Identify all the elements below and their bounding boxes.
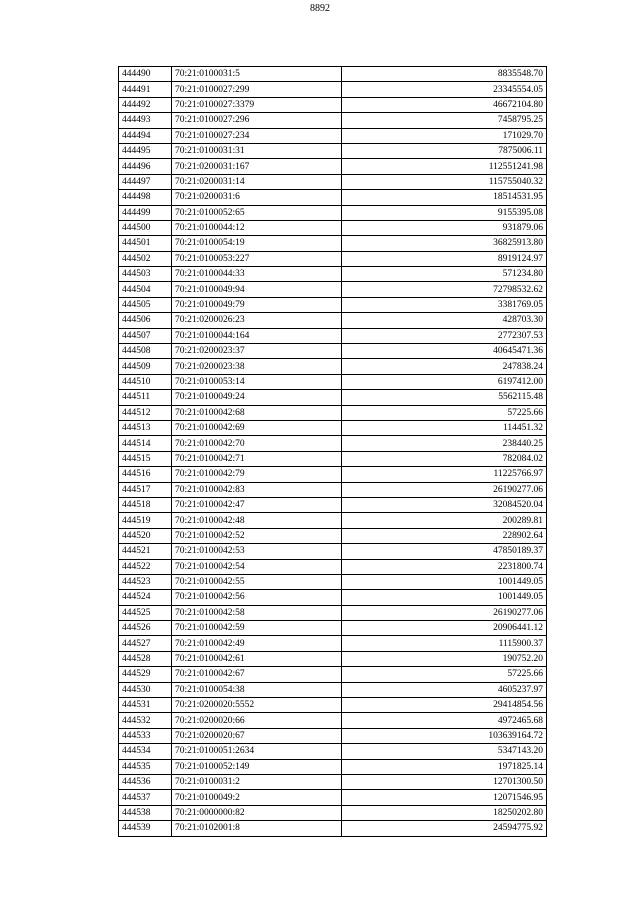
- cadastral-number-cell: 70:21:0100042:79: [172, 467, 342, 482]
- cadastral-value-cell: 57225.66: [342, 405, 547, 420]
- cadastral-value-cell: 171029.70: [342, 128, 547, 143]
- table-row: [119, 513, 547, 528]
- cadastral-number-cell: 70:21:0200031:167: [172, 159, 342, 174]
- table-row: [119, 143, 547, 158]
- cadastral-value-cell: 228902.64: [342, 528, 547, 543]
- cadastral-value-cell: 103639164.72: [342, 728, 547, 743]
- cadastral-value-cell: 23345554.05: [342, 82, 547, 97]
- cadastral-value-cell: 115755040.32: [342, 174, 547, 189]
- cadastral-number-cell: 70:21:0100031:2: [172, 774, 342, 789]
- row-number-cell: 444492: [119, 97, 172, 112]
- table-row: [119, 174, 547, 189]
- row-number-cell: 444512: [119, 405, 172, 420]
- row-number-cell: 444500: [119, 220, 172, 235]
- table-row: [119, 374, 547, 389]
- row-number-cell: 444521: [119, 544, 172, 559]
- table-row: [119, 282, 547, 297]
- table-row: [119, 482, 547, 497]
- cadastral-value-cell: 24594775.92: [342, 821, 547, 836]
- cadastral-value-cell: 26190277.06: [342, 482, 547, 497]
- cadastral-value-cell: 40645471.36: [342, 344, 547, 359]
- row-number-cell: 444526: [119, 621, 172, 636]
- table-body: [119, 67, 547, 837]
- table-row: [119, 344, 547, 359]
- row-number-cell: 444522: [119, 559, 172, 574]
- cadastral-value-cell: 3381769.05: [342, 297, 547, 312]
- table-row: [119, 621, 547, 636]
- cadastral-number-cell: 70:21:0100027:299: [172, 82, 342, 97]
- row-number-cell: 444524: [119, 590, 172, 605]
- cadastral-number-cell: 70:21:0100031:5: [172, 67, 342, 82]
- row-number-cell: 444518: [119, 497, 172, 512]
- row-number-cell: 444532: [119, 713, 172, 728]
- cadastral-value-cell: 190752.20: [342, 651, 547, 666]
- table-row: [119, 420, 547, 435]
- row-number-cell: 444515: [119, 451, 172, 466]
- cadastral-value-cell: 11225766.97: [342, 467, 547, 482]
- cadastral-number-cell: 70:21:0200020:66: [172, 713, 342, 728]
- cadastral-value-cell: 57225.66: [342, 667, 547, 682]
- table-row: [119, 297, 547, 312]
- cadastral-number-cell: 70:21:0100054:38: [172, 682, 342, 697]
- cadastral-number-cell: 70:21:0100049:79: [172, 297, 342, 312]
- row-number-cell: 444501: [119, 236, 172, 251]
- row-number-cell: 444538: [119, 805, 172, 820]
- cadastral-number-cell: 70:21:0100053:227: [172, 251, 342, 266]
- cadastral-value-cell: 9155395.08: [342, 205, 547, 220]
- table-row: [119, 559, 547, 574]
- table-row: [119, 236, 547, 251]
- row-number-cell: 444494: [119, 128, 172, 143]
- row-number-cell: 444499: [119, 205, 172, 220]
- cadastral-number-cell: 70:21:0100052:149: [172, 759, 342, 774]
- cadastral-number-cell: 70:21:0100042:49: [172, 636, 342, 651]
- cadastral-number-cell: 70:21:0200026:23: [172, 313, 342, 328]
- row-number-cell: 444537: [119, 790, 172, 805]
- row-number-cell: 444523: [119, 574, 172, 589]
- row-number-cell: 444516: [119, 467, 172, 482]
- cadastral-value-cell: 8919124.97: [342, 251, 547, 266]
- row-number-cell: 444498: [119, 190, 172, 205]
- table-row: [119, 267, 547, 282]
- cadastral-value-cell: 782084.02: [342, 451, 547, 466]
- table-row: [119, 651, 547, 666]
- cadastral-value-cell: 112551241.98: [342, 159, 547, 174]
- cadastral-value-cell: 5562115.48: [342, 390, 547, 405]
- cadastral-value-cell: 8835548.70: [342, 67, 547, 82]
- cadastral-value-cell: 18514531.95: [342, 190, 547, 205]
- table-row: [119, 759, 547, 774]
- row-number-cell: 444513: [119, 420, 172, 435]
- row-number-cell: 444508: [119, 344, 172, 359]
- cadastral-value-cell: 36825913.80: [342, 236, 547, 251]
- row-number-cell: 444507: [119, 328, 172, 343]
- row-number-cell: 444539: [119, 821, 172, 836]
- table-row: [119, 744, 547, 759]
- cadastral-number-cell: 70:21:0100049:2: [172, 790, 342, 805]
- cadastral-value-cell: 72798532.62: [342, 282, 547, 297]
- table-row: [119, 251, 547, 266]
- cadastral-value-cell: 47850189.37: [342, 544, 547, 559]
- cadastral-number-cell: 70:21:0100051:2634: [172, 744, 342, 759]
- row-number-cell: 444533: [119, 728, 172, 743]
- table-row: [119, 574, 547, 589]
- cadastral-number-cell: 70:21:0100042:54: [172, 559, 342, 574]
- table-row: [119, 113, 547, 128]
- cadastral-number-cell: 70:21:0100042:83: [172, 482, 342, 497]
- row-number-cell: 444534: [119, 744, 172, 759]
- cadastral-number-cell: 70:21:0100042:47: [172, 497, 342, 512]
- table-row: [119, 698, 547, 713]
- cadastral-value-cell: 7875006.11: [342, 143, 547, 158]
- table-row: [119, 682, 547, 697]
- cadastral-value-cell: 571234.80: [342, 267, 547, 282]
- cadastral-value-cell: 7458795.25: [342, 113, 547, 128]
- cadastral-value-cell: 2772307.53: [342, 328, 547, 343]
- table-row: [119, 590, 547, 605]
- cadastral-value-cell: 32084520.04: [342, 497, 547, 512]
- row-number-cell: 444496: [119, 159, 172, 174]
- row-number-cell: 444509: [119, 359, 172, 374]
- row-number-cell: 444525: [119, 605, 172, 620]
- row-number-cell: 444528: [119, 651, 172, 666]
- cadastral-value-cell: 29414854.56: [342, 698, 547, 713]
- cadastral-number-cell: 70:21:0200023:38: [172, 359, 342, 374]
- cadastral-value-cell: 931879.06: [342, 220, 547, 235]
- cadastral-value-cell: 2231800.74: [342, 559, 547, 574]
- table-row: [119, 97, 547, 112]
- row-number-cell: 444511: [119, 390, 172, 405]
- cadastral-number-cell: 70:21:0100042:67: [172, 667, 342, 682]
- cadastral-number-cell: 70:21:0100031:31: [172, 143, 342, 158]
- cadastral-number-cell: 70:21:0100042:70: [172, 436, 342, 451]
- cadastral-number-cell: 70:21:0100042:69: [172, 420, 342, 435]
- row-number-cell: 444520: [119, 528, 172, 543]
- table-row: [119, 713, 547, 728]
- table-row: [119, 467, 547, 482]
- cadastral-number-cell: 70:21:0102001:8: [172, 821, 342, 836]
- table-row: [119, 667, 547, 682]
- table-row: [119, 805, 547, 820]
- cadastral-number-cell: 70:21:0100044:164: [172, 328, 342, 343]
- table-row: [119, 328, 547, 343]
- cadastral-number-cell: 70:21:0100027:296: [172, 113, 342, 128]
- cadastral-value-cell: 1971825.14: [342, 759, 547, 774]
- table-row: [119, 544, 547, 559]
- cadastral-value-cell: 1115900.37: [342, 636, 547, 651]
- table-row: [119, 82, 547, 97]
- cadastral-number-cell: 70:21:0100042:48: [172, 513, 342, 528]
- cadastral-number-cell: 70:21:0100042:61: [172, 651, 342, 666]
- cadastral-value-cell: 4605237.97: [342, 682, 547, 697]
- table-row: [119, 128, 547, 143]
- cadastral-value-cell: 26190277.06: [342, 605, 547, 620]
- cadastral-number-cell: 70:21:0100042:56: [172, 590, 342, 605]
- cadastral-number-cell: 70:21:0100042:59: [172, 621, 342, 636]
- row-number-cell: 444504: [119, 282, 172, 297]
- table-row: [119, 774, 547, 789]
- row-number-cell: 444536: [119, 774, 172, 789]
- row-number-cell: 444497: [119, 174, 172, 189]
- cadastral-number-cell: 70:21:0100042:68: [172, 405, 342, 420]
- cadastral-number-cell: 70:21:0100054:19: [172, 236, 342, 251]
- cadastral-number-cell: 70:21:0200031:6: [172, 190, 342, 205]
- cadastral-number-cell: 70:21:0200020:67: [172, 728, 342, 743]
- row-number-cell: 444530: [119, 682, 172, 697]
- table-row: [119, 790, 547, 805]
- cadastral-number-cell: 70:21:0100042:71: [172, 451, 342, 466]
- table-row: [119, 359, 547, 374]
- cadastral-value-cell: 46672104.80: [342, 97, 547, 112]
- cadastral-value-cell: 5347143.20: [342, 744, 547, 759]
- cadastral-number-cell: 70:21:0100042:58: [172, 605, 342, 620]
- table-row: [119, 220, 547, 235]
- cadastral-number-cell: 70:21:0200023:37: [172, 344, 342, 359]
- cadastral-number-cell: 70:21:0100044:12: [172, 220, 342, 235]
- table-row: [119, 528, 547, 543]
- table-row: [119, 67, 547, 82]
- cadastral-number-cell: 70:21:0100052:65: [172, 205, 342, 220]
- row-number-cell: 444510: [119, 374, 172, 389]
- data-table: [118, 66, 547, 837]
- cadastral-number-cell: 70:21:0100027:3379: [172, 97, 342, 112]
- page-number: 8892: [310, 3, 330, 14]
- table-row: [119, 605, 547, 620]
- row-number-cell: 444535: [119, 759, 172, 774]
- cadastral-value-cell: 18250202.80: [342, 805, 547, 820]
- table-row: [119, 436, 547, 451]
- row-number-cell: 444531: [119, 698, 172, 713]
- table-row: [119, 313, 547, 328]
- table-row: [119, 636, 547, 651]
- table-row: [119, 390, 547, 405]
- table-row: [119, 190, 547, 205]
- cadastral-value-cell: 428703.30: [342, 313, 547, 328]
- cadastral-number-cell: 70:21:0000000:82: [172, 805, 342, 820]
- row-number-cell: 444493: [119, 113, 172, 128]
- table-row: [119, 728, 547, 743]
- cadastral-number-cell: 70:21:0100049:94: [172, 282, 342, 297]
- cadastral-number-cell: 70:21:0100049:24: [172, 390, 342, 405]
- table-row: [119, 821, 547, 836]
- row-number-cell: 444490: [119, 67, 172, 82]
- cadastral-number-cell: 70:21:0100044:33: [172, 267, 342, 282]
- table-row: [119, 405, 547, 420]
- row-number-cell: 444517: [119, 482, 172, 497]
- row-number-cell: 444505: [119, 297, 172, 312]
- cadastral-number-cell: 70:21:0100053:14: [172, 374, 342, 389]
- cadastral-number-cell: 70:21:0100027:234: [172, 128, 342, 143]
- table-row: [119, 497, 547, 512]
- cadastral-value-cell: 6197412.00: [342, 374, 547, 389]
- cadastral-value-cell: 238440.25: [342, 436, 547, 451]
- row-number-cell: 444529: [119, 667, 172, 682]
- row-number-cell: 444495: [119, 143, 172, 158]
- cadastral-value-cell: 247838.24: [342, 359, 547, 374]
- cadastral-value-cell: 1001449.05: [342, 590, 547, 605]
- table-row: [119, 205, 547, 220]
- row-number-cell: 444519: [119, 513, 172, 528]
- cadastral-number-cell: 70:21:0100042:55: [172, 574, 342, 589]
- cadastral-number-cell: 70:21:0100042:53: [172, 544, 342, 559]
- cadastral-value-cell: 20906441.12: [342, 621, 547, 636]
- row-number-cell: 444491: [119, 82, 172, 97]
- row-number-cell: 444503: [119, 267, 172, 282]
- cadastral-value-cell: 4972465.68: [342, 713, 547, 728]
- row-number-cell: 444514: [119, 436, 172, 451]
- cadastral-value-cell: 12071546.95: [342, 790, 547, 805]
- row-number-cell: 444502: [119, 251, 172, 266]
- table-row: [119, 451, 547, 466]
- cadastral-value-cell: 1001449.05: [342, 574, 547, 589]
- cadastral-value-cell: 200289.81: [342, 513, 547, 528]
- row-number-cell: 444506: [119, 313, 172, 328]
- row-number-cell: 444527: [119, 636, 172, 651]
- cadastral-value-cell: 12701300.50: [342, 774, 547, 789]
- cadastral-number-cell: 70:21:0200020:5552: [172, 698, 342, 713]
- table-row: [119, 159, 547, 174]
- cadastral-value-cell: 114451.32: [342, 420, 547, 435]
- cadastral-number-cell: 70:21:0200031:14: [172, 174, 342, 189]
- cadastral-number-cell: 70:21:0100042:52: [172, 528, 342, 543]
